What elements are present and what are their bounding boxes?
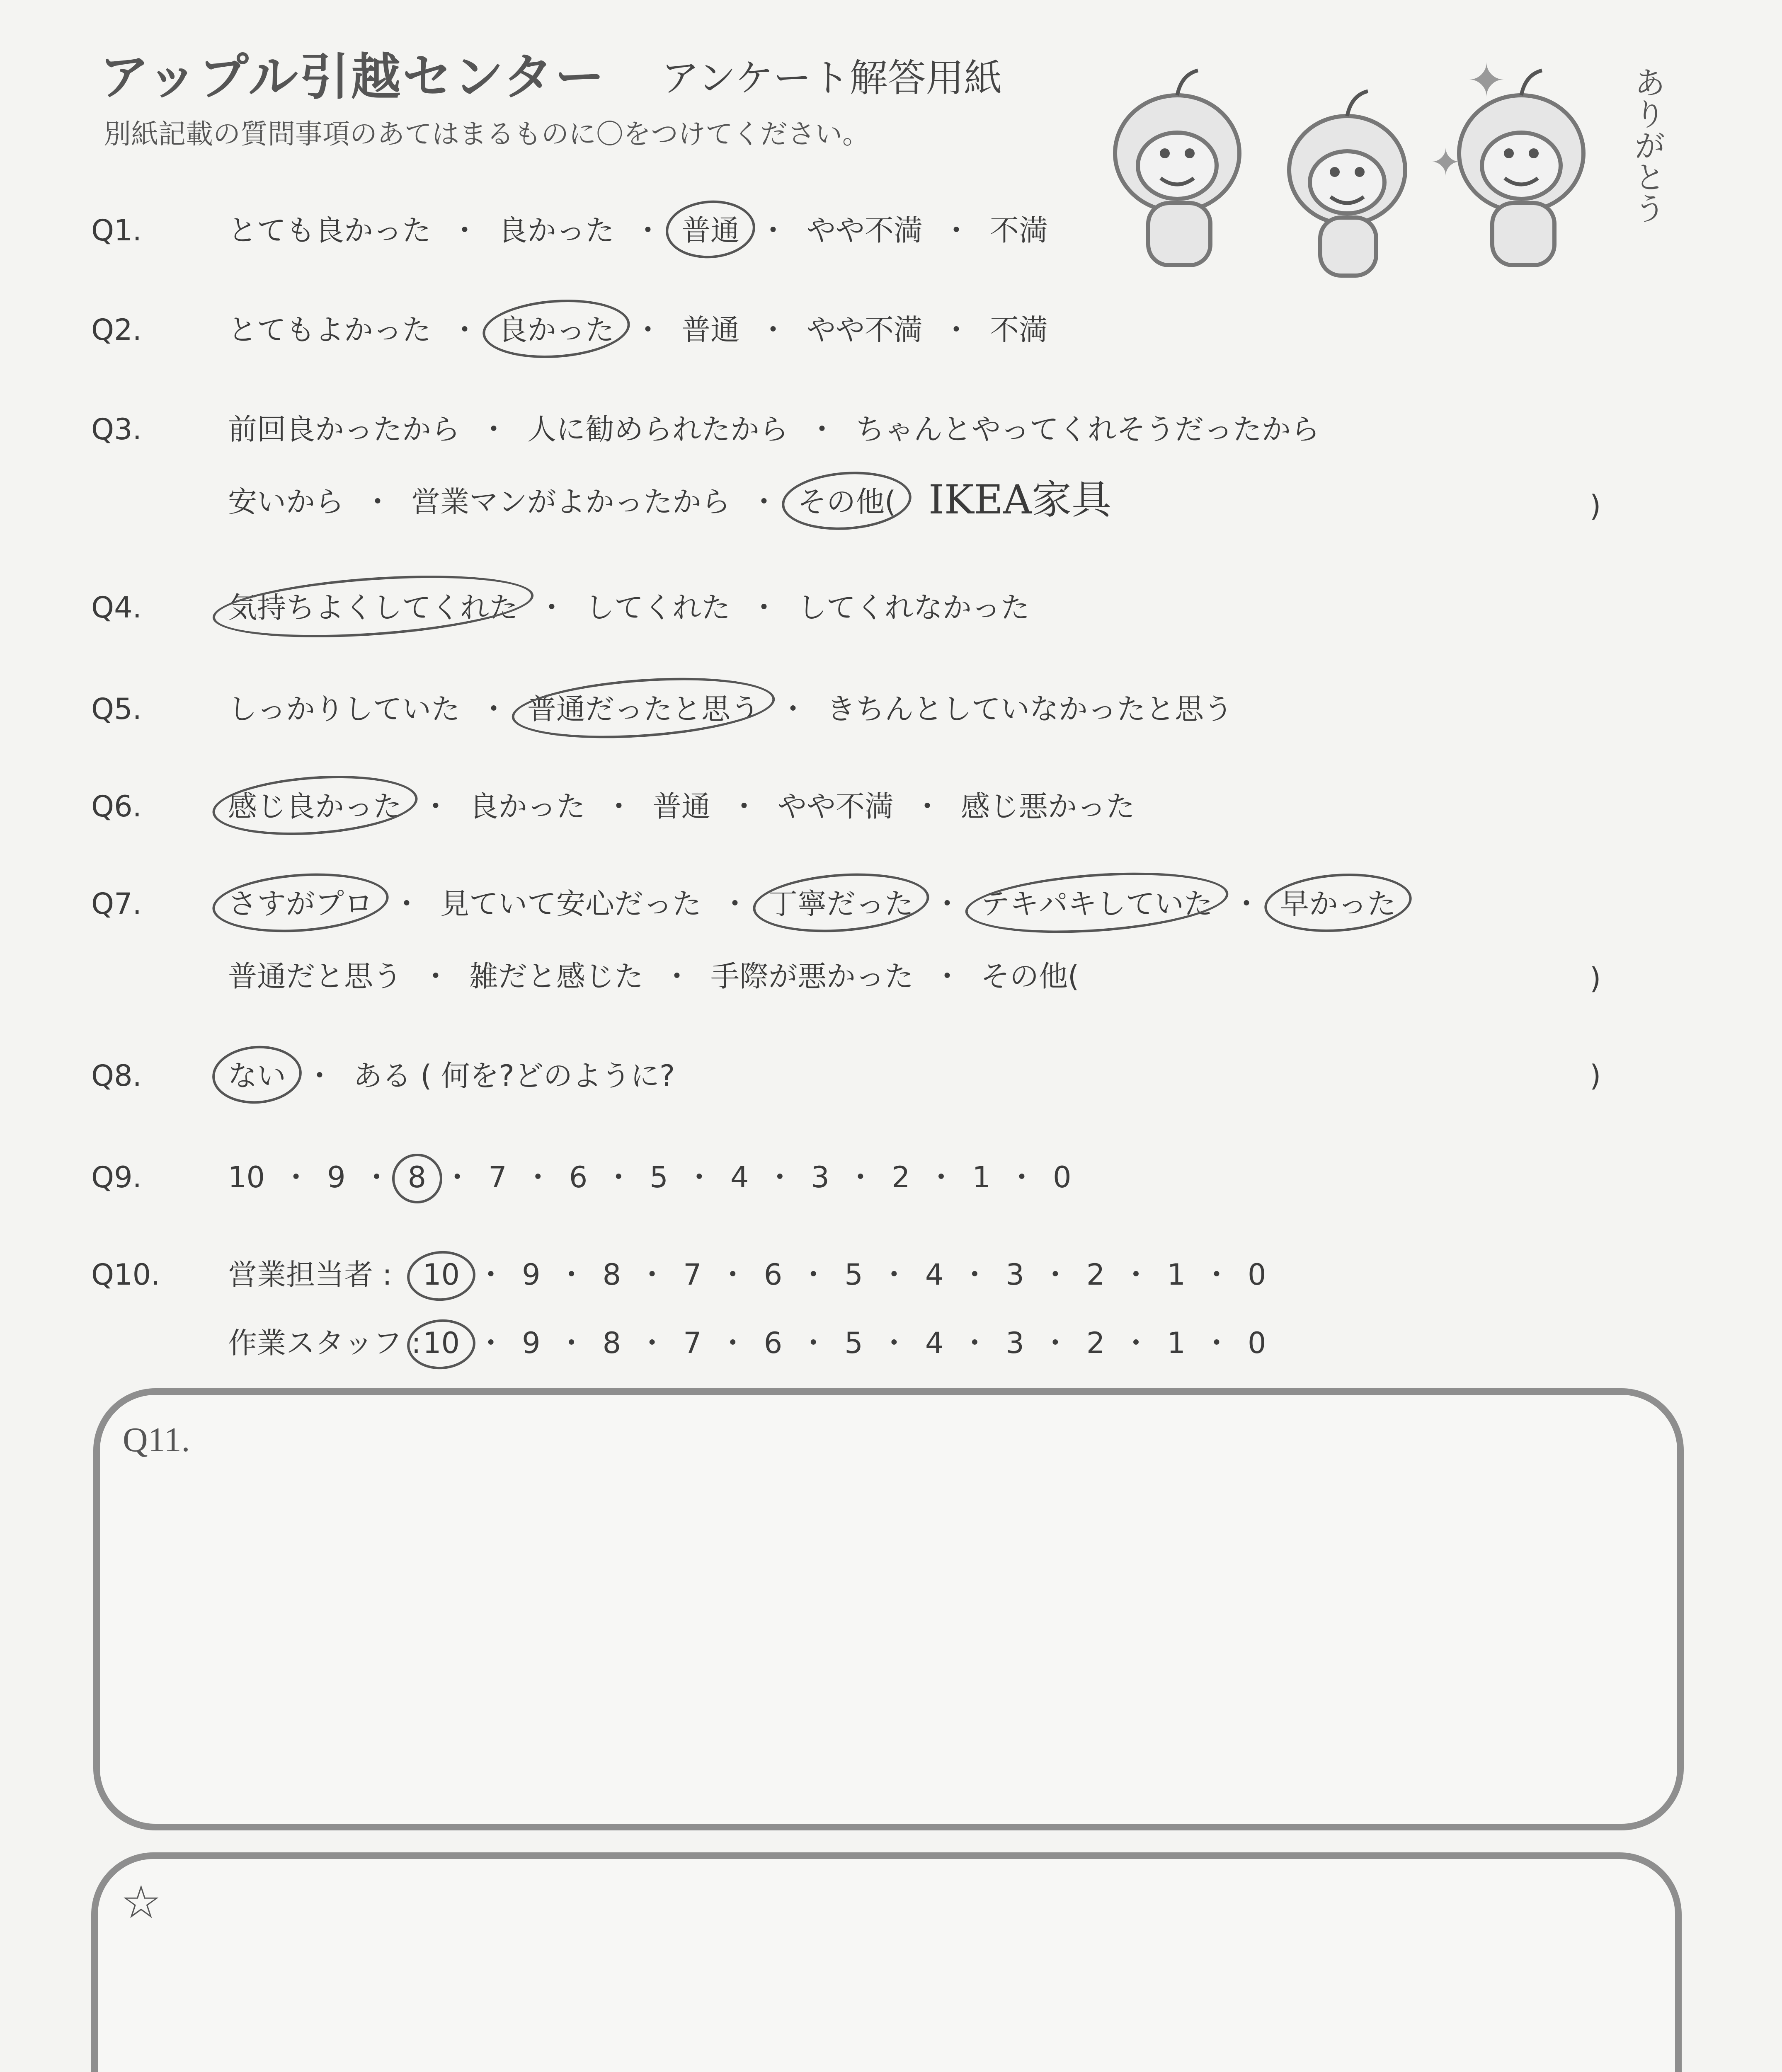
answer-option[interactable]: ちゃんとやってくれそうだったから xyxy=(856,412,1320,446)
separator: ・ xyxy=(1040,1258,1070,1292)
separator: ・ xyxy=(933,959,962,993)
separator: ・ xyxy=(421,959,450,993)
score-option[interactable]: 0 xyxy=(1248,1326,1266,1360)
score-option[interactable]: 2 xyxy=(1086,1258,1105,1292)
score-option[interactable]: 10 xyxy=(423,1326,460,1360)
answer-option[interactable]: 8 xyxy=(407,1160,427,1194)
answer-option[interactable]: 安いから xyxy=(228,485,344,519)
answer-option[interactable]: 普通 xyxy=(681,207,739,249)
separator: ・ xyxy=(1007,1160,1036,1194)
separator: ・ xyxy=(759,213,788,247)
answer-option[interactable]: とても良かった xyxy=(228,213,431,247)
question-number: Q6. xyxy=(91,789,142,823)
instruction-text: 別紙記載の質問事項のあてはまるものに〇をつけてください。 xyxy=(104,118,870,150)
separator: ・ xyxy=(942,213,971,247)
answer-option[interactable]: 10 xyxy=(228,1160,265,1194)
answer-option[interactable]: やや不満 xyxy=(807,213,923,247)
separator: ・ xyxy=(879,1258,909,1292)
score-option[interactable]: 3 xyxy=(1006,1326,1024,1360)
separator: ・ xyxy=(633,213,662,247)
answer-option[interactable]: 6 xyxy=(569,1160,588,1194)
answer-option[interactable]: 見ていて安心だった xyxy=(440,887,701,921)
question-row xyxy=(91,207,1048,249)
mascot-text: ありがとう xyxy=(1629,66,1666,224)
question-row xyxy=(91,783,1135,825)
question-number: Q9. xyxy=(91,1160,142,1194)
answer-option[interactable]: してくれなかった xyxy=(798,591,1030,625)
separator: ・ xyxy=(633,313,662,347)
separator: ・ xyxy=(749,591,778,625)
answer-option[interactable]: 普通だと思う xyxy=(228,959,402,993)
question-row xyxy=(91,953,1079,995)
separator: ・ xyxy=(1121,1326,1151,1360)
separator: ・ xyxy=(450,313,479,347)
separator: ・ xyxy=(537,591,566,625)
separator: ・ xyxy=(799,1258,828,1292)
separator: ・ xyxy=(1202,1258,1231,1292)
answer-option[interactable]: さすがプロ xyxy=(228,881,373,922)
separator: ・ xyxy=(765,1160,795,1194)
answer-option[interactable]: 気持ちよくしてくれた xyxy=(228,584,518,626)
answer-option[interactable]: 普通 xyxy=(681,313,739,347)
separator: ・ xyxy=(1202,1326,1231,1360)
question-row xyxy=(91,881,1396,922)
answer-option[interactable]: 0 xyxy=(1053,1160,1072,1194)
score-option[interactable]: 4 xyxy=(925,1258,944,1292)
score-option[interactable]: 9 xyxy=(522,1326,541,1360)
question-number: Q1. xyxy=(91,213,142,247)
question-number: Q8. xyxy=(91,1059,142,1093)
answer-option[interactable]: テキパキしていた xyxy=(981,881,1213,922)
closing-paren: ) xyxy=(1590,961,1601,995)
company-name: アップル引越センター xyxy=(99,48,606,106)
answer-option[interactable]: 不満 xyxy=(990,313,1048,347)
question-number: Q7. xyxy=(91,887,142,921)
answer-option[interactable]: 感じ良かった xyxy=(228,783,402,825)
mascot-illustration xyxy=(1098,46,1679,278)
answer-option[interactable]: 3 xyxy=(811,1160,829,1194)
answer-option[interactable]: やや不満 xyxy=(778,789,894,823)
score-option[interactable]: 1 xyxy=(1167,1258,1186,1292)
separator: ・ xyxy=(604,1160,633,1194)
score-option[interactable]: 5 xyxy=(844,1258,863,1292)
answer-option[interactable]: 早かった xyxy=(1280,881,1396,922)
q10-row-label: 作業スタッフ : xyxy=(228,1326,421,1360)
separator: ・ xyxy=(749,485,778,519)
answer-option[interactable]: 感じ悪かった xyxy=(961,789,1135,823)
score-option[interactable]: 7 xyxy=(683,1258,702,1292)
separator: ・ xyxy=(718,1326,747,1360)
separator: ・ xyxy=(362,1160,391,1194)
separator: ・ xyxy=(557,1258,586,1292)
question-row xyxy=(91,406,1320,448)
separator: ・ xyxy=(450,213,479,247)
score-option[interactable]: 2 xyxy=(1086,1326,1105,1360)
q10-row xyxy=(91,1320,1266,1362)
answer-option[interactable]: 4 xyxy=(730,1160,749,1194)
star-comment-box[interactable] xyxy=(91,1852,1682,2072)
answer-option[interactable]: 普通 xyxy=(652,789,710,823)
answer-option[interactable]: 普通だったと思う xyxy=(527,686,759,728)
mascot-monkeys-icon xyxy=(1098,46,1679,278)
question-row xyxy=(91,584,1030,626)
form-title: アンケート解答用紙 xyxy=(661,56,1002,100)
answer-option[interactable]: 5 xyxy=(650,1160,668,1194)
answer-option[interactable]: 2 xyxy=(891,1160,910,1194)
question-number: Q5. xyxy=(91,692,142,726)
answer-option[interactable]: 9 xyxy=(327,1160,346,1194)
separator: ・ xyxy=(557,1326,586,1360)
q10-row xyxy=(91,1251,1266,1293)
answer-option[interactable]: 雑だと感じた xyxy=(469,959,643,993)
score-option[interactable]: 0 xyxy=(1248,1258,1266,1292)
separator: ・ xyxy=(846,1160,875,1194)
sparkle-icon: ✦ xyxy=(1467,54,1506,107)
separator: ・ xyxy=(281,1160,311,1194)
separator: ・ xyxy=(421,789,450,823)
closing-paren: ) xyxy=(1590,489,1601,523)
score-option[interactable]: 1 xyxy=(1167,1326,1186,1360)
answer-option[interactable]: 手際が悪かった xyxy=(710,959,914,993)
separator: ・ xyxy=(476,1258,506,1292)
score-option[interactable]: 9 xyxy=(522,1258,541,1292)
separator: ・ xyxy=(759,313,788,347)
separator: ・ xyxy=(933,887,962,921)
answer-option[interactable]: ある ( 何を?どのように? xyxy=(353,1059,675,1093)
answer-option[interactable]: 良かった xyxy=(469,789,585,823)
separator: ・ xyxy=(392,887,421,921)
separator: ・ xyxy=(1232,887,1261,921)
separator: ・ xyxy=(476,1326,506,1360)
separator: ・ xyxy=(604,789,633,823)
score-option[interactable]: 8 xyxy=(602,1258,621,1292)
q3-other-handwriting: IKEA家具 xyxy=(929,477,1112,523)
separator: ・ xyxy=(1040,1326,1070,1360)
score-option[interactable]: 5 xyxy=(844,1326,863,1360)
closing-paren: ) xyxy=(1590,1059,1601,1093)
answer-option[interactable]: きちんとしていなかったと思う xyxy=(827,692,1233,726)
separator: ・ xyxy=(778,692,807,726)
separator: ・ xyxy=(807,412,836,446)
q10-row-label: 営業担当者 : xyxy=(228,1258,392,1292)
separator: ・ xyxy=(684,1160,714,1194)
question-row xyxy=(91,307,1048,349)
answer-option[interactable]: 丁寧だった xyxy=(769,881,914,922)
score-option[interactable]: 8 xyxy=(602,1326,621,1360)
answer-option[interactable]: ない xyxy=(228,1053,286,1094)
answer-option[interactable]: 7 xyxy=(488,1160,507,1194)
separator: ・ xyxy=(960,1326,989,1360)
separator: ・ xyxy=(479,412,508,446)
score-option[interactable]: 3 xyxy=(1006,1258,1024,1292)
answer-option[interactable]: やや不満 xyxy=(807,313,923,347)
answer-option[interactable]: 不満 xyxy=(990,213,1048,247)
question-row xyxy=(91,686,1233,728)
separator: ・ xyxy=(363,485,392,519)
question-row xyxy=(91,479,896,520)
separator: ・ xyxy=(799,1326,828,1360)
separator: ・ xyxy=(720,887,749,921)
answer-option[interactable]: その他( xyxy=(981,959,1079,993)
answer-option[interactable]: してくれた xyxy=(585,591,730,625)
question-number: Q2. xyxy=(91,313,142,347)
separator: ・ xyxy=(960,1258,989,1292)
separator: ・ xyxy=(730,789,759,823)
question-number: Q10. xyxy=(91,1258,160,1292)
q11-label: Q11. xyxy=(123,1421,190,1459)
separator: ・ xyxy=(718,1258,747,1292)
answer-option[interactable]: 人に勧められたから xyxy=(527,412,788,446)
answer-option[interactable]: その他( xyxy=(798,479,896,520)
answer-option[interactable]: 営業マンがよかったから xyxy=(411,485,730,519)
answer-option[interactable]: 前回良かったから xyxy=(228,412,460,446)
separator: ・ xyxy=(926,1160,956,1194)
score-option[interactable]: 6 xyxy=(764,1326,783,1360)
separator: ・ xyxy=(638,1258,667,1292)
q11-comment-box[interactable] xyxy=(93,1388,1684,1830)
separator: ・ xyxy=(942,313,971,347)
sparkle-icon: ✦ xyxy=(1430,141,1462,184)
separator: ・ xyxy=(638,1326,667,1360)
question-row xyxy=(91,1053,675,1094)
separator: ・ xyxy=(305,1059,334,1093)
question-number: Q4. xyxy=(91,591,142,625)
star-label: ☆ xyxy=(121,1877,162,1928)
score-option[interactable]: 10 xyxy=(423,1258,460,1292)
question-row xyxy=(91,1154,1072,1196)
score-option[interactable]: 7 xyxy=(683,1326,702,1360)
separator: ・ xyxy=(443,1160,472,1194)
answer-option[interactable]: 1 xyxy=(972,1160,991,1194)
score-option[interactable]: 6 xyxy=(764,1258,783,1292)
answer-option[interactable]: 良かった xyxy=(498,213,614,247)
question-number: Q3. xyxy=(91,412,142,446)
answer-option[interactable]: とてもよかった xyxy=(228,313,431,347)
answer-option[interactable]: しっかりしていた xyxy=(228,692,460,726)
separator: ・ xyxy=(523,1160,553,1194)
separator: ・ xyxy=(913,789,942,823)
separator: ・ xyxy=(479,692,508,726)
separator: ・ xyxy=(1121,1258,1151,1292)
score-option[interactable]: 4 xyxy=(925,1326,944,1360)
separator: ・ xyxy=(662,959,691,993)
answer-option[interactable]: 良かった xyxy=(498,307,614,349)
separator: ・ xyxy=(879,1326,909,1360)
